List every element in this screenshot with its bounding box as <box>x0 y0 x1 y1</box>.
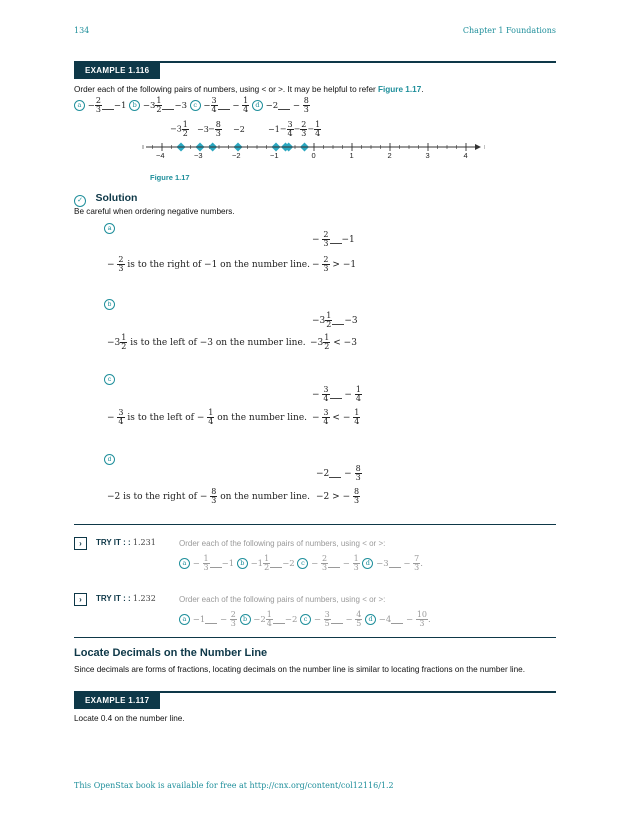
section-title: Locate Decimals on the Number Line <box>74 647 268 659</box>
solution-c-pair: − $\frac{3}{4}$ − $\frac{1}{4}$ <box>312 385 361 403</box>
tick-label: 2 <box>387 151 392 160</box>
page-number: 134 <box>74 26 90 35</box>
tick-label: 3 <box>425 151 430 160</box>
example-label: EXAMPLE 1.116 <box>74 62 160 79</box>
expand-chevron-icon[interactable]: › <box>74 537 87 550</box>
solution-c-marker: c <box>104 374 115 385</box>
check-circle-icon: ✓ <box>74 195 86 207</box>
solution-b-pair: −3 $\frac{1}{2}$ −3 <box>312 311 358 329</box>
chapter-title: Chapter 1 Foundations <box>462 26 556 35</box>
solution-c-result: − $\frac{3}{4}$ < − $\frac{1}{4}$ <box>312 408 360 426</box>
solution-d-pair: −2 − $\frac{8}{3}$ <box>316 464 361 482</box>
footer-text: This OpenStax book is available for free at http://cnx.org/content/col12116/1.2 <box>74 781 394 790</box>
try-prompt: Order each of the following pairs of numbers, using < or >: <box>179 595 386 604</box>
solution-b-marker: b <box>104 299 115 310</box>
part-b-marker: b <box>129 100 140 111</box>
solution-c-statement: − $\frac{3}{4}$ is to the left of − $\frac{1}{4}$ on the number line. <box>107 408 308 426</box>
example-117-prompt: Locate 0.4 on the number line. <box>74 714 185 723</box>
example-label-117: EXAMPLE 1.117 <box>74 692 160 709</box>
try-parts: a −1 − $\frac{2}{3}$ b −2 $\frac{1}{4}$ −2 c − $\frac{3}{5}$ − $\frac{4}{5}$ d −4 − $\frac{10}{3}$ . <box>179 611 431 628</box>
figure-caption: Figure 1.17 <box>150 173 190 182</box>
tick-label: 1 <box>349 151 354 160</box>
example-prompt: Order each of the following pairs of numbers, using < or >. It may be helpful to refer Figure 1.17. <box>74 85 424 94</box>
label-neg-2: −2 <box>233 125 245 134</box>
try-parts: a − $\frac{1}{3}$ −1 b −1 $\frac{1}{2}$ −2 c − $\frac{2}{3}$ − $\frac{1}{3}$ d −3 − $\frac{7}{3}$ . <box>179 555 423 572</box>
try-it-1-232: › TRY IT : : 1.232 Order each of the following pairs of numbers, using < or >: a −1 − $\frac{2}{3}$ b −2 $\frac{1}{4}$ −2 c − $\frac{3}{5}$ − $\frac{4}{5}$ d −4 − $\frac{10}{3}$ . <box>74 593 556 633</box>
solution-d-statement: −2 is to the right of − $\frac{8}{3}$ on the number line. <box>107 487 310 505</box>
tick-label: −1 <box>270 151 279 160</box>
tick-labels <box>140 151 485 163</box>
try-rule-bottom <box>74 637 556 638</box>
tick-label: 0 <box>311 151 316 160</box>
label-neg-1-cluster: −1− $\frac{3}{4}$ − $\frac{2}{3}$ − $\frac{1}{4}$ <box>268 120 321 138</box>
solution-d-marker: d <box>104 454 115 465</box>
label-neg-3-half: −3 $\frac{1}{2}$ <box>170 120 188 138</box>
tick-label: 4 <box>463 151 468 160</box>
section-body: Since decimals are forms of fractions, locating decimals on the number line is similar to locating fractions on the number line. <box>74 665 525 674</box>
solution-b-result: −3 $\frac{1}{2}$ < −3 <box>310 333 357 351</box>
label-neg-8-thirds: − $\frac{8}{3}$ <box>208 120 221 138</box>
tick-label: −2 <box>232 151 241 160</box>
try-prompt: Order each of the following pairs of numbers, using < or >: <box>179 539 386 548</box>
try-it-1-231: › TRY IT : : 1.231 Order each of the following pairs of numbers, using < or >: a − $\frac{1}{3}$ −1 b −1 $\frac{1}{2}$ −2 c − $\frac{2}{3}$ − $\frac{1}{3}$ d −3 − $\frac{7}{3}$ . <box>74 537 556 577</box>
solution-b-statement: −3 $\frac{1}{2}$ is to the left of −3 on the number line. <box>107 333 306 351</box>
try-rule-top <box>74 524 556 525</box>
part-a-marker: a <box>74 100 85 111</box>
expand-chevron-icon[interactable]: › <box>74 593 87 606</box>
solution-intro: Be careful when ordering negative numbers. <box>74 207 235 216</box>
tick-label: −4 <box>156 151 165 160</box>
solution-a-statement: − $\frac{2}{3}$ is to the right of −1 on the number line. <box>107 255 310 273</box>
solution-heading: ✓ Solution <box>74 189 137 207</box>
part-d-marker: d <box>252 100 263 111</box>
label-neg-3: −3 <box>197 125 209 134</box>
solution-d-result: −2 > − $\frac{8}{3}$ <box>316 487 360 505</box>
solution-a-pair: − $\frac{2}{3}$ −1 <box>312 230 355 248</box>
solution-a-marker: a <box>104 223 115 234</box>
solution-a-result: − $\frac{2}{3}$ > −1 <box>312 255 357 273</box>
problem-parts: a − $\frac{2}{3}$ −1 b −3 $\frac{1}{2}$ −3 c − $\frac{3}{4}$ − $\frac{1}{4}$ d −2 − $\frac{8}{3}$ <box>74 97 310 114</box>
part-c-marker: c <box>190 100 201 111</box>
tick-label: −3 <box>194 151 203 160</box>
figure-link[interactable]: Figure 1.17 <box>378 85 422 94</box>
arrowhead-right-icon <box>475 144 481 150</box>
